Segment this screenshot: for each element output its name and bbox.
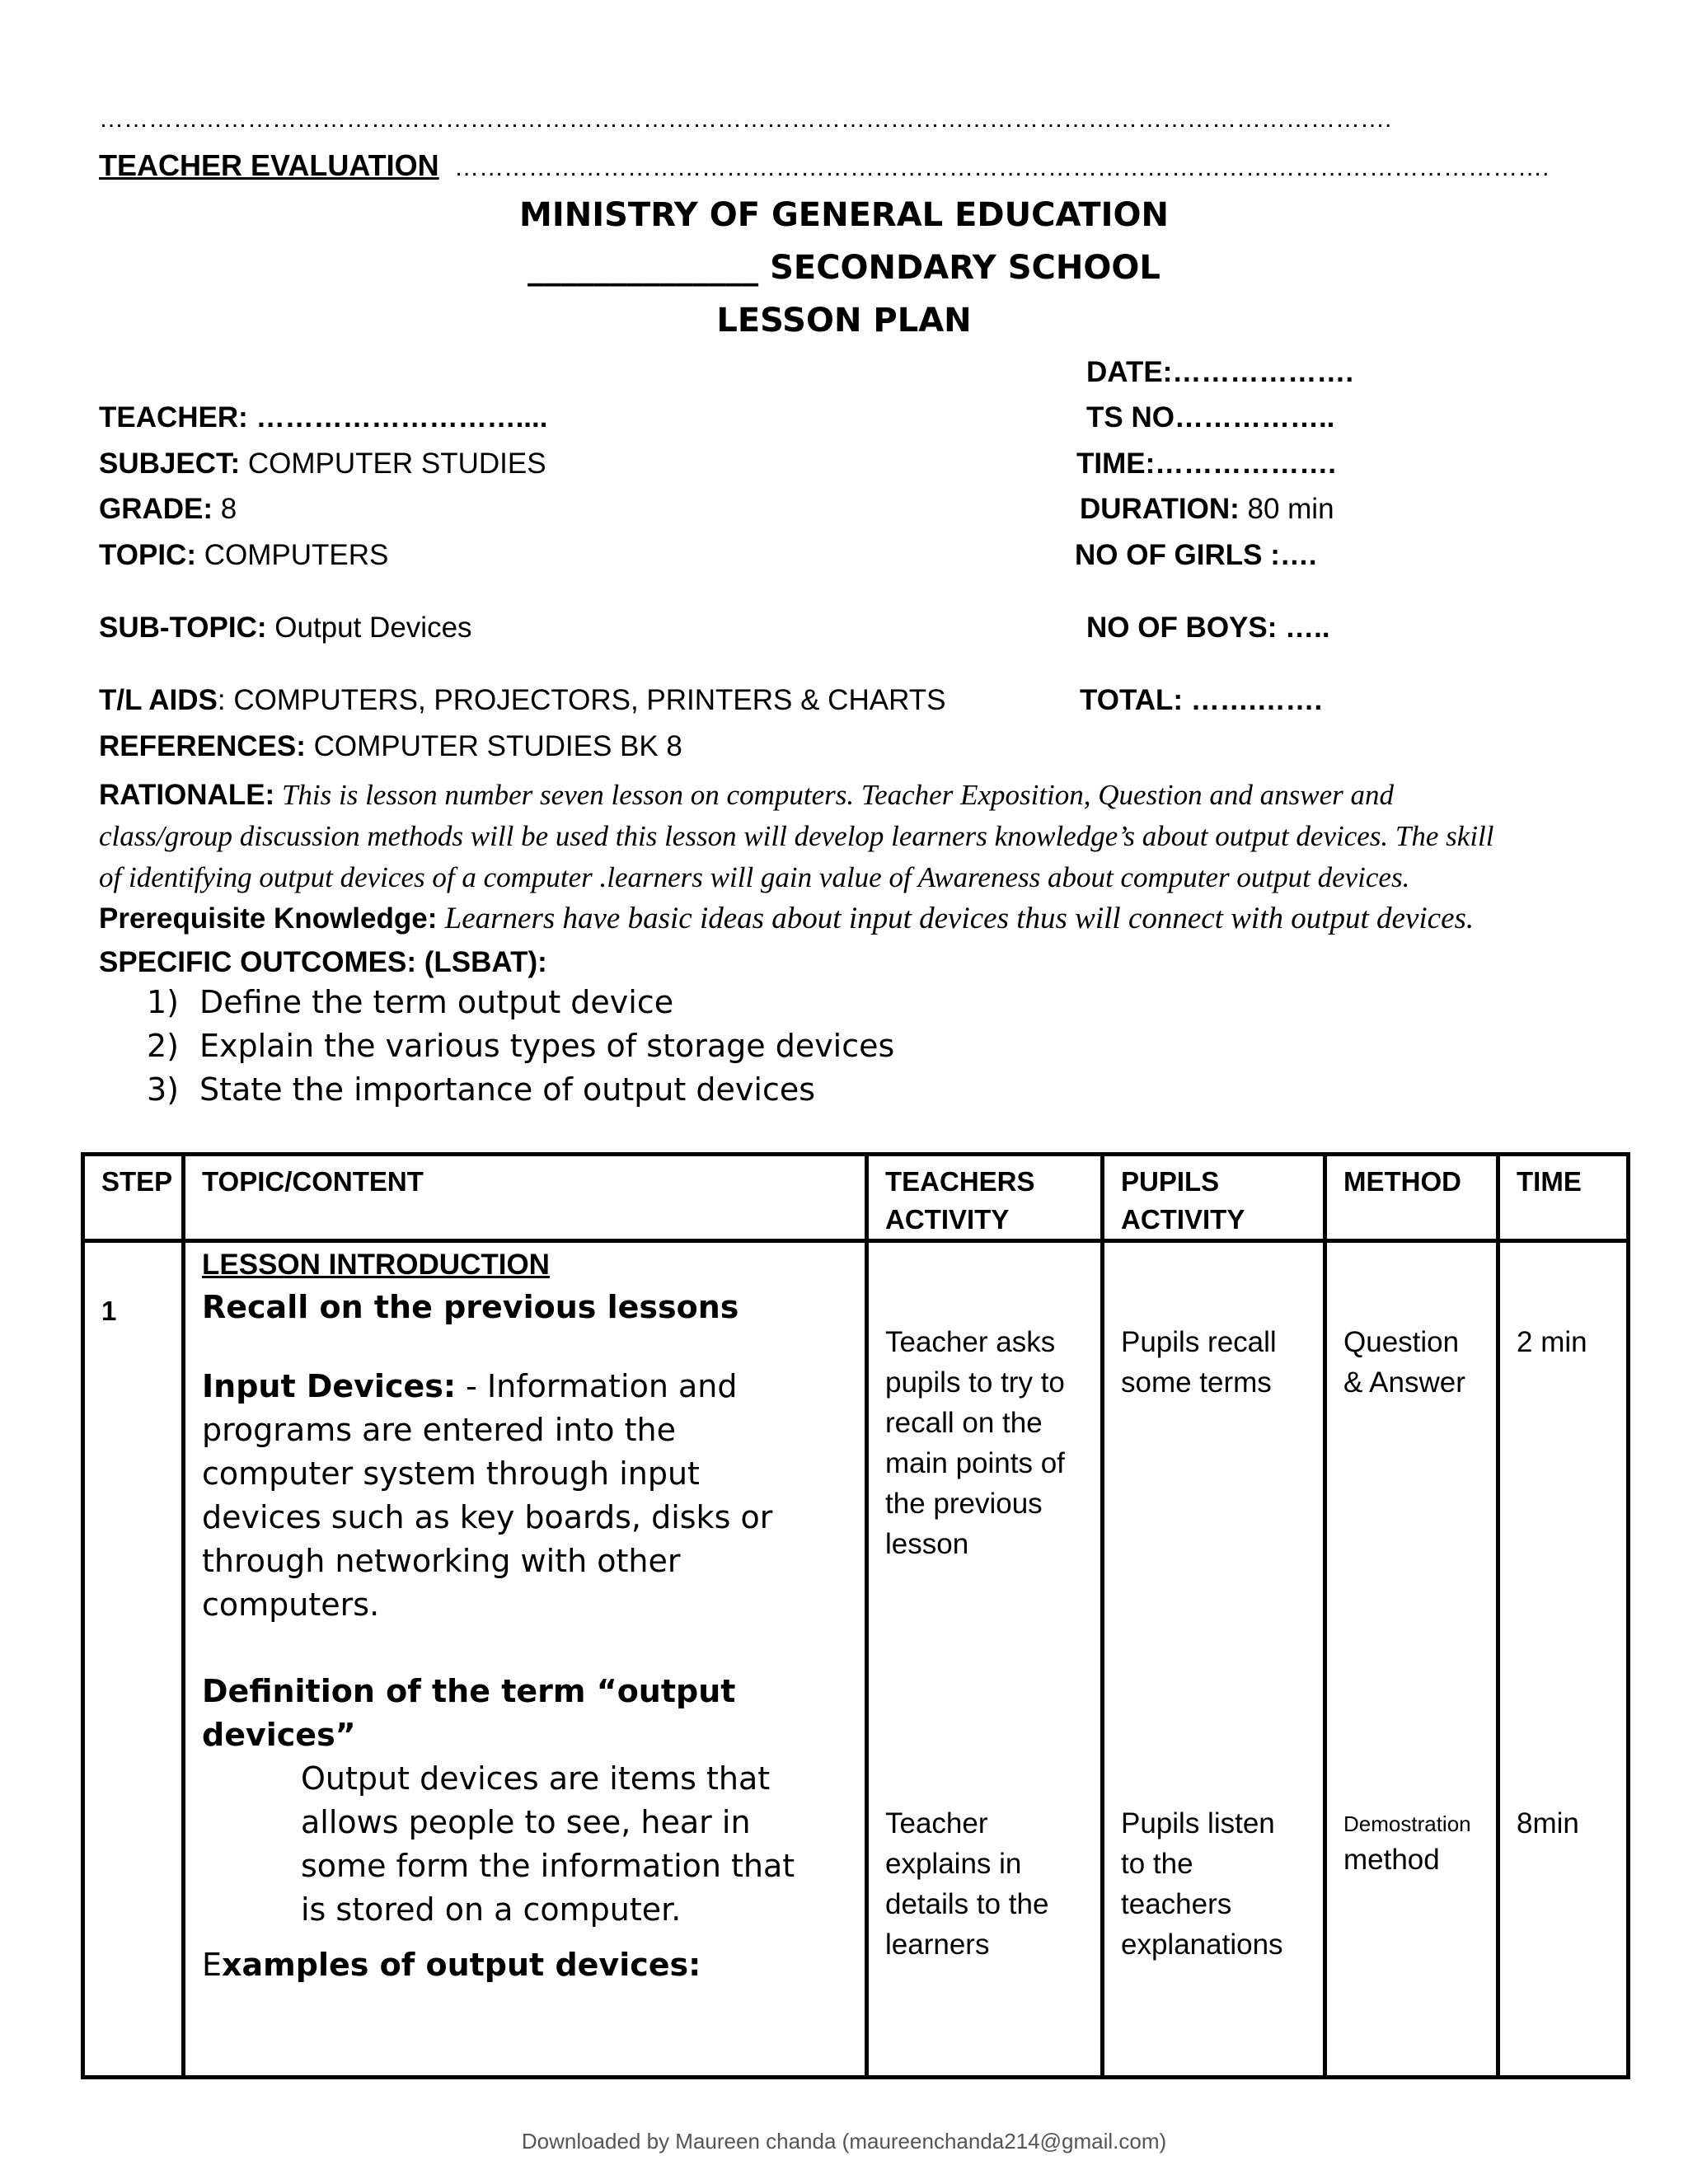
header-teachers-activity: TEACHERS ACTIVITY bbox=[867, 1155, 1103, 1241]
total-field bbox=[1080, 684, 1322, 717]
prerequisite-text: Learners have basic ideas about input devices thus will connect with output devices. bbox=[437, 902, 1475, 935]
total-value: …….……. bbox=[1183, 684, 1323, 716]
table-row bbox=[83, 1241, 1629, 2078]
outcomes-list bbox=[147, 981, 894, 1112]
teacher-activity-explain: Teacher explains in details to the learners bbox=[885, 1807, 1049, 1961]
lesson-plan-table bbox=[81, 1152, 1630, 2079]
time-value: ………………. bbox=[1155, 448, 1336, 480]
outcome-number: 1) bbox=[147, 984, 180, 1020]
aids-label: T/L AIDS bbox=[99, 684, 218, 716]
total-label: TOTAL: bbox=[1080, 684, 1184, 716]
references-field bbox=[99, 730, 682, 763]
time-cell bbox=[1498, 1241, 1629, 2078]
method-cell bbox=[1325, 1241, 1498, 2078]
subtopic-value: Output Devices bbox=[266, 612, 472, 644]
pupil-activity-recall: Pupils recall some terms bbox=[1121, 1326, 1277, 1399]
teacher-evaluation-label: TEACHER EVALUATION bbox=[99, 148, 439, 182]
teacher-evaluation-row bbox=[99, 148, 1549, 183]
grade-value: 8 bbox=[213, 493, 237, 525]
subtopic-field bbox=[99, 612, 472, 644]
subject-value: COMPUTER STUDIES bbox=[240, 448, 546, 480]
teacher-value: ……………………….... bbox=[256, 401, 548, 434]
rationale-label: RATIONALE: bbox=[99, 779, 275, 811]
rationale-block bbox=[99, 775, 1582, 898]
input-devices-paragraph: Input Devices: - Information and programs are entered into the computer system through input devices such as key boards, disks or through networking with other computers. bbox=[202, 1368, 773, 1623]
time-definition: 8min bbox=[1517, 1807, 1579, 1840]
time-recall: 2 min bbox=[1517, 1326, 1587, 1358]
grade-field bbox=[99, 493, 237, 526]
references-label: REFERENCES: bbox=[99, 730, 306, 762]
teachers-activity-cell bbox=[867, 1241, 1103, 2078]
teacher-activity-recall: Teacher asks pupils to try to recall on the main points of the previous lesson bbox=[885, 1326, 1065, 1560]
teacher-field bbox=[99, 401, 547, 434]
definition-heading: Definition of the term “output devices” bbox=[202, 1673, 736, 1753]
outcomes-label-row bbox=[99, 946, 547, 979]
teacher-label: TEACHER: bbox=[99, 401, 248, 434]
boys-value: ….. bbox=[1277, 612, 1330, 644]
subject-label: SUBJECT: bbox=[99, 448, 241, 480]
aids-value: : COMPUTERS, PROJECTORS, PRINTERS & CHARTS bbox=[217, 684, 946, 716]
boys-label: NO OF BOYS: bbox=[1086, 612, 1278, 644]
method-demonstration: Demostration method bbox=[1343, 1811, 1471, 1876]
input-devices-label: Input Devices: bbox=[202, 1368, 457, 1404]
grade-label: GRADE: bbox=[99, 493, 213, 525]
header-pupils-activity: PUPILS ACTIVITY bbox=[1103, 1155, 1325, 1241]
recall-heading: Recall on the previous lessons bbox=[202, 1289, 739, 1325]
topic-content-cell bbox=[184, 1241, 867, 2078]
date-label: DATE: bbox=[1086, 356, 1173, 388]
rationale-line-1: This is lesson number seven lesson on computers. Teacher Exposition, Question and answer and bbox=[274, 779, 1395, 811]
duration-value: 80 min bbox=[1239, 493, 1334, 525]
outcome-item bbox=[147, 1024, 894, 1068]
step-number: 1 bbox=[101, 1296, 117, 1326]
lesson-introduction-heading: LESSON INTRODUCTION bbox=[202, 1249, 550, 1281]
date-value: ………………. bbox=[1172, 356, 1354, 388]
ts-no-field bbox=[1086, 401, 1334, 434]
outcome-item bbox=[147, 1068, 894, 1112]
outcomes-label: SPECIFIC OUTCOMES: (LSBAT): bbox=[99, 946, 547, 978]
girls-field bbox=[1075, 539, 1317, 572]
outcome-text: State the importance of output devices bbox=[199, 1071, 816, 1108]
header-step: STEP bbox=[83, 1155, 184, 1241]
table-header-row bbox=[83, 1155, 1629, 1241]
time-label: TIME: bbox=[1076, 448, 1156, 480]
subject-field bbox=[99, 448, 546, 480]
outcome-text: Explain the various types of storage devices bbox=[199, 1028, 895, 1064]
outcome-number: 3) bbox=[147, 1071, 180, 1108]
pupils-activity-cell bbox=[1103, 1241, 1325, 2078]
references-value: COMPUTER STUDIES BK 8 bbox=[305, 730, 682, 762]
header-time: TIME bbox=[1498, 1155, 1629, 1241]
top-dotted-line: …………………………………………………………………………………………………………………………………………. bbox=[99, 105, 1392, 133]
school-line: ______________ SECONDARY SCHOOL bbox=[528, 249, 1160, 287]
aids-field bbox=[99, 684, 945, 717]
duration-label: DURATION: bbox=[1080, 493, 1240, 525]
rationale-line-3: of identifying output devices of a computer .learners will gain value of Awareness about computer output devices. bbox=[99, 861, 1410, 893]
ts-value: …………….. bbox=[1174, 401, 1335, 434]
date-field bbox=[1086, 356, 1353, 389]
girls-label: NO OF GIRLS : bbox=[1075, 539, 1280, 571]
prerequisite-field bbox=[99, 901, 1474, 936]
lesson-plan-title: LESSON PLAN bbox=[716, 302, 972, 340]
duration-field bbox=[1080, 493, 1334, 526]
examples-heading: Examples of output devices: bbox=[202, 1947, 701, 1983]
rationale-line-2: class/group discussion methods will be used this lesson will develop learners knowledge’s about output devices. The skill bbox=[99, 820, 1494, 852]
topic-field bbox=[99, 539, 388, 572]
step-cell bbox=[83, 1241, 184, 2078]
outcome-item bbox=[147, 981, 894, 1024]
topic-label: TOPIC: bbox=[99, 539, 196, 571]
download-footer: Downloaded by Maureen chanda (maureenchanda214@gmail.com) bbox=[521, 2129, 1167, 2154]
header-topic: TOPIC/CONTENT bbox=[184, 1155, 867, 1241]
ministry-title: MINISTRY OF GENERAL EDUCATION bbox=[519, 196, 1169, 234]
girls-value: …. bbox=[1279, 539, 1317, 571]
subtopic-label: SUB-TOPIC: bbox=[99, 612, 267, 644]
time-field bbox=[1076, 448, 1336, 480]
topic-value: COMPUTERS bbox=[195, 539, 389, 571]
teacher-evaluation-dots: ……………………………………………………………………………………………………………………. bbox=[454, 154, 1550, 181]
definition-text: Output devices are items that allows people to see, hear in some form the information that is stored on a computer. bbox=[301, 1760, 795, 1928]
prerequisite-label: Prerequisite Knowledge: bbox=[99, 902, 438, 935]
outcome-text: Define the term output device bbox=[199, 984, 674, 1020]
pupil-activity-listen: Pupils listen to the teachers explanations bbox=[1121, 1807, 1283, 1961]
header-method: METHOD bbox=[1325, 1155, 1498, 1241]
method-question-answer: Question & Answer bbox=[1343, 1326, 1465, 1399]
outcome-number: 2) bbox=[147, 1028, 180, 1064]
ts-label: TS NO bbox=[1086, 401, 1175, 434]
boys-field bbox=[1086, 612, 1330, 644]
